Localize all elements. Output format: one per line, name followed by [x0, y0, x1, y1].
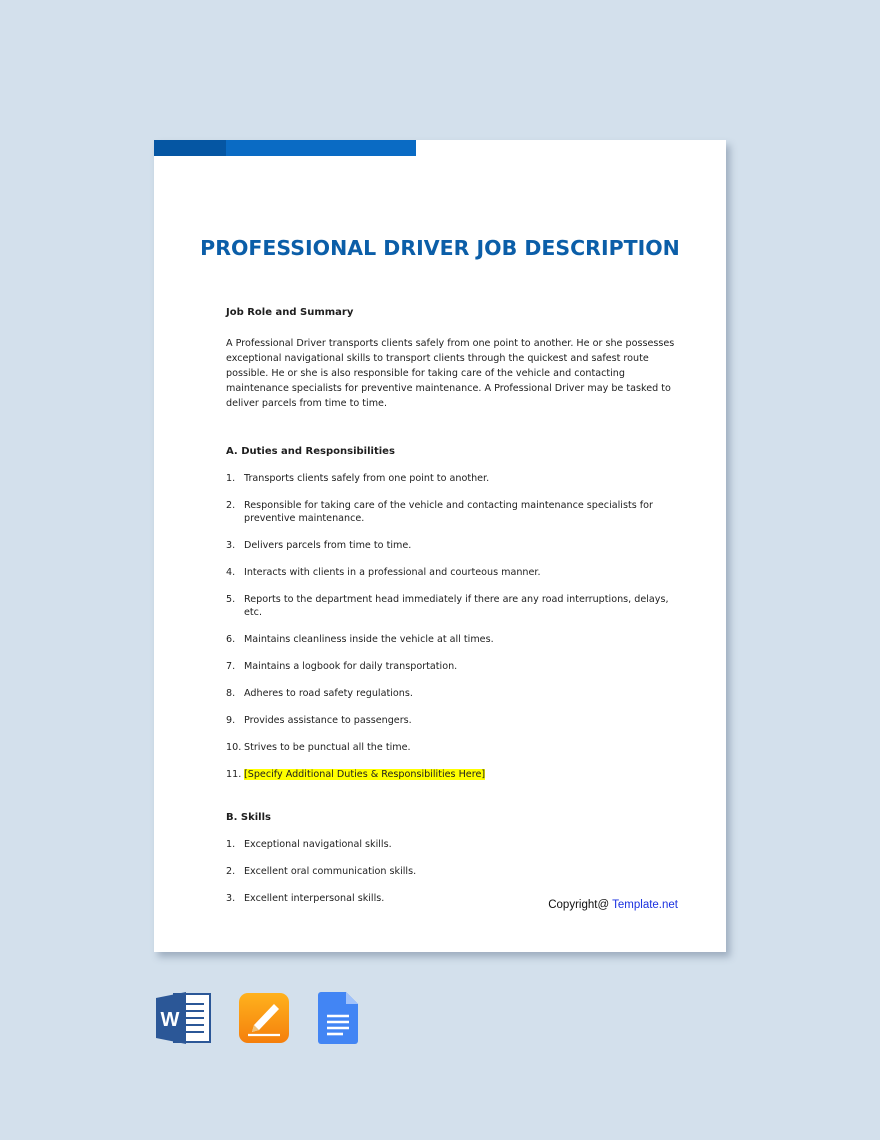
duty-number: 3.: [226, 540, 236, 551]
header-accent-bar: [154, 140, 416, 156]
duty-text: Transports clients safely from one point to another.: [244, 473, 490, 484]
placeholder-highlight[interactable]: [Specify Additional Duties & Responsibilities Here]: [244, 769, 486, 780]
word-icon-letter: W: [160, 1009, 180, 1031]
duty-text: Delivers parcels from time to time.: [244, 540, 412, 551]
duties-heading: A. Duties and Responsibilities: [226, 446, 395, 457]
skill-item: [226, 865, 680, 878]
duty-text: Responsible for taking care of the vehicle and contacting maintenance specialists for preventive maintenance.: [244, 500, 653, 524]
google-docs-icon[interactable]: [318, 992, 360, 1049]
skills-heading: B. Skills: [226, 812, 271, 823]
duty-text: Maintains cleanliness inside the vehicle at all times.: [244, 634, 494, 645]
duty-number: 11.: [226, 769, 242, 780]
duty-item: [226, 660, 680, 673]
duty-item: [226, 566, 680, 579]
skill-text: Excellent oral communication skills.: [244, 866, 417, 877]
duty-item: [226, 499, 680, 525]
document-title: PROFESSIONAL DRIVER JOB DESCRIPTION: [200, 236, 680, 260]
duty-text: Provides assistance to passengers.: [244, 715, 412, 726]
skill-number: 3.: [226, 893, 236, 904]
skill-number: 2.: [226, 866, 236, 877]
duty-number: 2.: [226, 500, 236, 511]
duty-item: [226, 633, 680, 646]
duty-text: Strives to be punctual all the time.: [244, 742, 411, 753]
document-content: [226, 306, 680, 919]
duties-list: [226, 472, 680, 781]
duty-item: [226, 768, 680, 781]
duty-number: 8.: [226, 688, 236, 699]
summary-heading: Job Role and Summary: [226, 307, 354, 318]
word-icon[interactable]: [156, 992, 212, 1049]
duty-number: 5.: [226, 594, 236, 605]
duty-number: 1.: [226, 473, 236, 484]
copyright-notice: [548, 899, 678, 911]
duty-item: [226, 741, 680, 754]
document-page: [154, 140, 726, 952]
duty-item: [226, 593, 680, 619]
duty-item: [226, 687, 680, 700]
duty-item: [226, 714, 680, 727]
duty-text: Adheres to road safety regulations.: [244, 688, 413, 699]
copyright-prefix: Copyright@: [548, 899, 610, 911]
summary-text: A Professional Driver transports clients safely from one point to another. He or she possesses exceptional navigational skills to transport clients through the quickest and safest route possible. He or she is also responsible for taking care of the vehicle and contacting maintenance specialists for preventive maintenance. A Professional Driver may be tasked to deliver parcels from time to time.: [226, 338, 675, 409]
duty-number: 10.: [226, 742, 242, 753]
duty-item: [226, 539, 680, 552]
duty-text: Interacts with clients in a professional and courteous manner.: [244, 567, 541, 578]
skill-text: Excellent interpersonal skills.: [244, 893, 385, 904]
header-accent-bar-dark: [154, 140, 226, 156]
duty-number: 7.: [226, 661, 236, 672]
skill-item: [226, 838, 680, 851]
skill-text: Exceptional navigational skills.: [244, 839, 392, 850]
duty-number: 6.: [226, 634, 236, 645]
skill-number: 1.: [226, 839, 236, 850]
pages-icon[interactable]: [238, 992, 290, 1049]
duty-number: 9.: [226, 715, 236, 726]
duty-text: Maintains a logbook for daily transportation.: [244, 661, 458, 672]
skills-list: [226, 838, 680, 905]
duty-number: 4.: [226, 567, 236, 578]
duty-item: [226, 472, 680, 485]
template-net-link[interactable]: Template.net: [612, 899, 678, 911]
duty-text: Reports to the department head immediately if there are any road interruptions, delays, etc.: [244, 594, 669, 618]
